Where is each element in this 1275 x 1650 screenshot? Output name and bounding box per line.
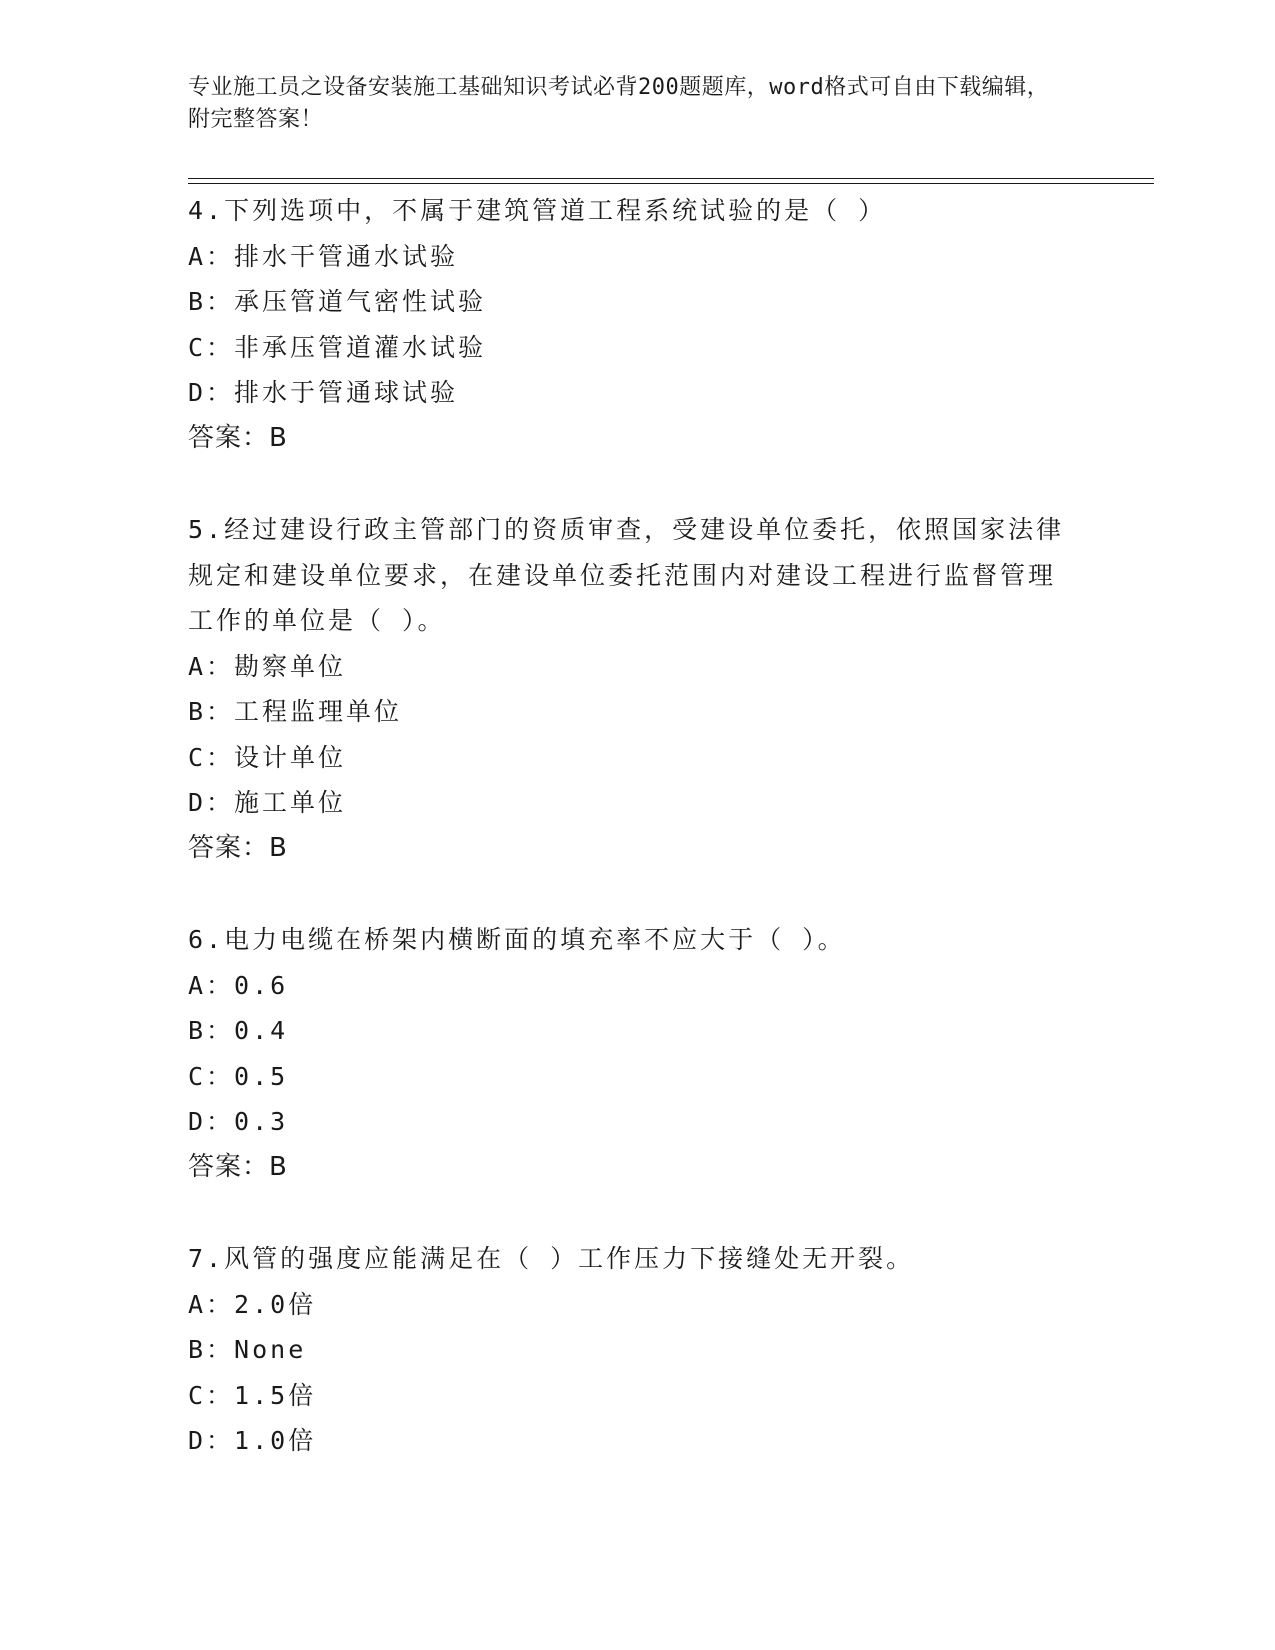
header-divider-top [188, 178, 1154, 179]
answer: 答案：B [188, 1151, 288, 1182]
option-a: A：2.0倍 [188, 1289, 317, 1319]
option-b: B：工程监理单位 [188, 697, 403, 726]
option-c: C：1.5倍 [188, 1380, 317, 1410]
question-4 [188, 188, 1068, 461]
question-5 [188, 507, 1068, 871]
option-b: B：承压管道气密性试验 [188, 287, 487, 316]
answer: 答案：B [188, 832, 288, 863]
option-c: C：设计单位 [188, 742, 347, 772]
option-d: D：排水于管通球试验 [188, 378, 459, 407]
header-divider-bottom [188, 183, 1154, 184]
option-c: C：0.5 [188, 1061, 289, 1091]
document-header: 专业施工员之设备安装施工基础知识考试必背200题题库，word格式可自由下载编辑，附完整答案！ [188, 75, 1050, 132]
option-b: B：0.4 [188, 1016, 289, 1045]
option-d: D：1.0倍 [188, 1426, 317, 1455]
option-d: D：0.3 [188, 1107, 289, 1136]
option-a: A：0.6 [188, 970, 289, 1000]
answer: 答案：B [188, 422, 288, 453]
question-text: 4.下列选项中，不属于建筑管道工程系统试验的是（ ） [188, 196, 887, 225]
question-7 [188, 1236, 1068, 1464]
question-text: 5.经过建设行政主管部门的资质审查，受建设单位委托，依照国家法律规定和建设单位要求，在建设单位委托范围内对建设工程进行监督管理工作的单位是（ ）。 [188, 515, 1065, 635]
option-d: D：施工单位 [188, 788, 347, 817]
option-b: B：None [188, 1335, 307, 1364]
option-a: A：勘察单位 [188, 651, 347, 681]
option-c: C：非承压管道灌水试验 [188, 332, 487, 362]
question-text: 6.电力电缆在桥架内横断面的填充率不应大于（ ）。 [188, 925, 846, 954]
option-a: A：排水干管通水试验 [188, 241, 459, 271]
question-6 [188, 917, 1068, 1190]
question-text: 7.风管的强度应能满足在（ ）工作压力下接缝处无开裂。 [188, 1244, 915, 1273]
